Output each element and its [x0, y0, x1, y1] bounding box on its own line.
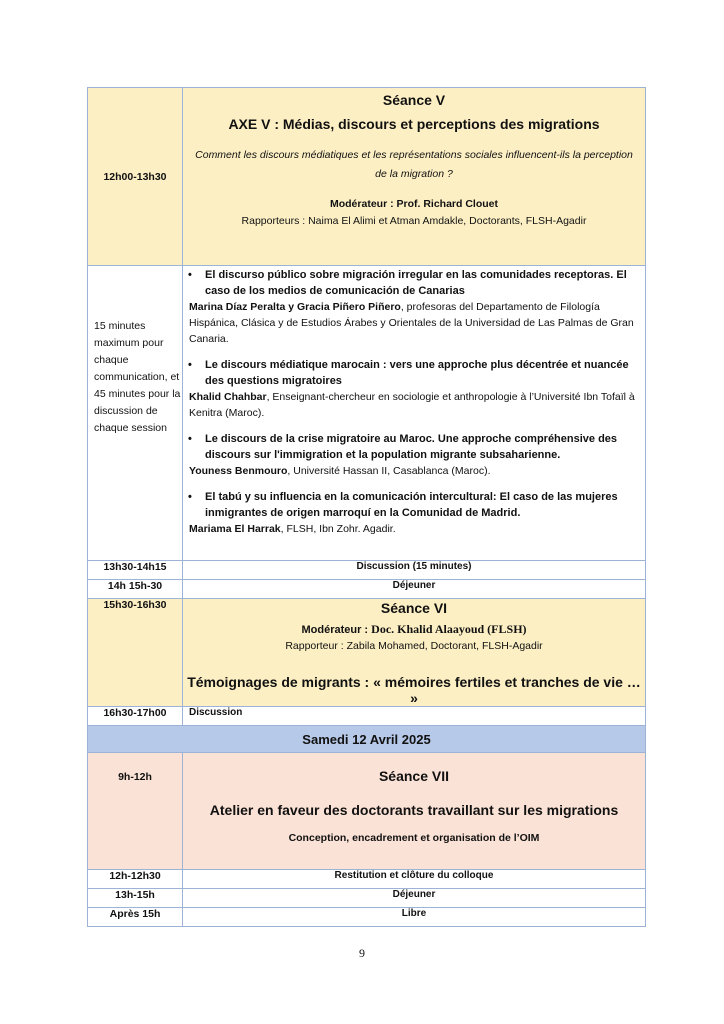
seance-7-atelier: Atelier en faveur des doctorants travaillant sur les migrations [209, 802, 619, 818]
seance-6-details [183, 599, 646, 707]
seance-5-rapporteurs: Rapporteurs : Naima El Alimi et Atman Amdakle, Doctorants, FLSH-Agadir [241, 215, 587, 227]
communication-item [183, 489, 645, 537]
communications-note-cell [88, 266, 183, 561]
day-heading: Samedi 12 Avril 2025 [88, 726, 646, 753]
seance-6-moderator: Modérateur : Doc. Khalid Alaayoud (FLSH) [301, 622, 527, 636]
lunch-2-row [88, 889, 646, 908]
question-line-2: de la migration ? [375, 168, 453, 180]
communication-author: Youness Benmouro, Université Hassan II, Casablanca (Maroc). [189, 465, 491, 477]
communications-row [88, 266, 646, 561]
communication-title: • El discurso público sobre migración irregular en las comunidades receptoras. El caso de los medios de comunicación de Canarias [188, 269, 627, 297]
seance-7-title: Séance VII [378, 768, 450, 784]
communications-list [183, 266, 646, 561]
lunch-time: 14h 15h-30 [88, 580, 183, 599]
day-row [88, 726, 646, 753]
seance-5-time: 12h00-13h30 [88, 88, 183, 266]
lunch-label: Déjeuner [183, 580, 646, 599]
seance-6-time: 15h30-16h30 [88, 599, 183, 707]
communication-title: • Le discours médiatique marocain : vers une approche plus décentrée et nuancée des questions migratoires [188, 359, 629, 387]
seance-5-axe: AXE V : Médias, discours et perceptions des migrations [228, 116, 600, 132]
seance-6-rapporteur: Rapporteur : Zabila Mohamed, Doctorant, FLSH-Agadir [285, 640, 543, 652]
seance-5-details [183, 88, 646, 266]
seance-5-title: Séance V [382, 92, 446, 108]
seance-7-organisation: Conception, encadrement et organisation de l’OIM [288, 832, 540, 844]
free-label: Libre [183, 908, 646, 927]
communication-title: • El tabú y su influencia en la comunicación intercultural: El caso de las mujeres inmigrantes de origen marroquí en la Comunidad de Madrid. [188, 491, 618, 519]
lunch-2-time: 13h-15h [88, 889, 183, 908]
lunch-2-label: Déjeuner [183, 889, 646, 908]
page-number: 9 [359, 946, 365, 960]
seance-7-row [88, 753, 646, 870]
seance-6-row [88, 599, 646, 707]
seance-6-theme: Témoignages de migrants : « mémoires fertiles et tranches de vie … » [187, 674, 641, 706]
discussion-2-row [88, 707, 646, 726]
discussion-time: 13h30-14h15 [88, 561, 183, 580]
program-table [87, 87, 646, 927]
seance-5-moderator: Modérateur : Prof. Richard Clouet [329, 198, 498, 210]
communication-author: Khalid Chahbar, Enseignant-chercheur en sociologie et anthropologie à l’Université Ibn Tofaïl à Kenitra (Maroc). [189, 391, 635, 419]
discussion-2-label: Discussion [183, 707, 646, 726]
free-time: Après 15h [88, 908, 183, 927]
communication-item [183, 357, 645, 421]
seance-7-time: 9h-12h [88, 753, 183, 870]
closing-label: Restitution et clôture du colloque [183, 870, 646, 889]
closing-time: 12h-12h30 [88, 870, 183, 889]
bullet-icon: • [188, 269, 192, 281]
discussion-label: Discussion (15 minutes) [183, 561, 646, 580]
communication-item [183, 431, 645, 479]
discussion-2-time: 16h30-17h00 [88, 707, 183, 726]
communication-item [183, 266, 645, 347]
communication-author: Mariama El Harrak, FLSH, Ibn Zohr. Agadir. [189, 523, 396, 535]
bullet-icon: • [188, 433, 192, 445]
communication-author: Marina Díaz Peralta y Gracia Piñero Piñero, profesoras del Departamento de Filología Hispánica, Clásica y de Estudios Árabes y Orientales de la Universidad de Las Palmas de Gran Canaria. [189, 301, 634, 345]
free-row [88, 908, 646, 927]
discussion-row [88, 561, 646, 580]
seance-7-details [183, 753, 646, 870]
closing-row [88, 870, 646, 889]
seance-6-title: Séance VI [380, 600, 448, 616]
bullet-icon: • [188, 359, 192, 371]
question-line-1: Comment les discours médiatiques et les représentations sociales influencent-ils la perception [195, 149, 633, 161]
seance-5-row [88, 88, 646, 266]
communication-title: • Le discours de la crise migratoire au Maroc. Une approche compréhensive des discours sur l'immigration et la population migrante subsaharienne. [188, 433, 618, 461]
bullet-icon: • [188, 491, 192, 503]
seance-5-question [183, 146, 645, 184]
lunch-row [88, 580, 646, 599]
duration-note: 15 minutes maximum pour chaque communication, et 45 minutes pour la discussion de chaque session [94, 320, 181, 434]
